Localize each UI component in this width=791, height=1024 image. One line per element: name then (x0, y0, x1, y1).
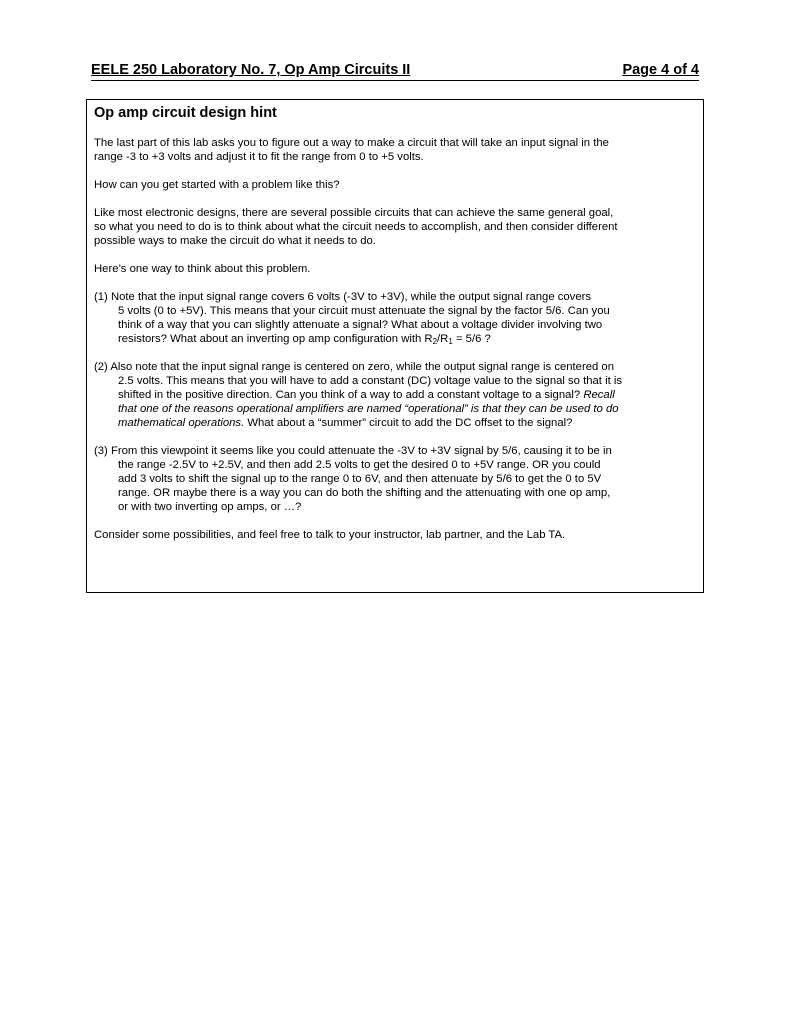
approach-paragraph: Here’s one way to think about this problem. (94, 263, 311, 275)
item-line: or with two inverting op amps, or …? (118, 501, 302, 513)
subscript: 2 (432, 337, 438, 346)
item-line (94, 332, 695, 346)
box-title: Op amp circuit design hint (94, 105, 277, 121)
design-paragraph (94, 206, 695, 248)
design-hint-box (86, 99, 704, 593)
header-title: EELE 250 Laboratory No. 7, Op Amp Circuits II (91, 62, 411, 78)
item-line: (3) From this viewpoint it seems like you could attenuate the -3V to +3V signal by 5/6, causing it to be in (94, 445, 612, 457)
hint-item-3 (94, 444, 695, 514)
item-italic-text: Recall (583, 389, 615, 401)
intro-line: The last part of this lab asks you to figure out a way to make a circuit that will take an input signal in the (94, 137, 609, 149)
item-line: the range -2.5V to +2.5V, and then add 2.5 volts to get the desired 0 to +5V range. OR you could (118, 459, 601, 471)
intro-paragraph (94, 136, 695, 164)
design-line: possible ways to make the circuit do what it needs to do. (94, 235, 376, 247)
item-italic-line: that one of the reasons operational amplifiers are named “operational” is that they can be used to do (118, 403, 619, 415)
item-line: range. OR maybe there is a way you can do both the shifting and the attenuating with one op amp, (118, 487, 611, 499)
question-paragraph: How can you get started with a problem like this? (94, 179, 340, 191)
item-line: add 3 volts to shift the signal up to the range 0 to 6V, and then attenuate by 5/6 to get the 0 to 5V (118, 473, 602, 485)
item-line (94, 416, 695, 430)
subscript: 1 (448, 337, 453, 346)
item-line: 5 volts (0 to +5V). This means that your circuit must attenuate the signal by the factor 5/6. Can you (118, 305, 610, 317)
item-text: = 5/6 ? (452, 333, 491, 345)
item-line: (2) Also note that the input signal range is centered on zero, while the output signal range is centered on (94, 361, 614, 373)
item-text: /R (437, 333, 449, 345)
item-text: resistors? What about an inverting op amp configuration with R (118, 333, 433, 345)
item-text: What about a “summer” circuit to add the DC offset to the signal? (244, 417, 573, 429)
item-italic-text: mathematical operations. (118, 417, 245, 429)
item-line: think of a way that you can slightly attenuate a signal? What about a voltage divider involving two (118, 319, 603, 331)
design-line: Like most electronic designs, there are several possible circuits that can achieve the same general goal, (94, 207, 614, 219)
page-header (91, 62, 699, 81)
closing-paragraph: Consider some possibilities, and feel free to talk to your instructor, lab partner, and the Lab TA. (94, 529, 566, 541)
intro-line: range -3 to +3 volts and adjust it to fit the range from 0 to +5 volts. (94, 151, 424, 163)
hint-item-1 (94, 290, 695, 346)
item-text: shifted in the positive direction. Can you think of a way to add a constant voltage to a signal? (118, 389, 584, 401)
item-line (94, 388, 695, 402)
item-line: 2.5 volts. This means that you will have to add a constant (DC) voltage value to the signal so that it is (118, 375, 623, 387)
hint-item-2 (94, 360, 695, 430)
item-line: (1) Note that the input signal range covers 6 volts (-3V to +3V), while the output signal range covers (94, 291, 592, 303)
page-number: Page 4 of 4 (622, 62, 699, 78)
design-line: so what you need to do is to think about what the circuit needs to accomplish, and then consider different (94, 221, 618, 233)
